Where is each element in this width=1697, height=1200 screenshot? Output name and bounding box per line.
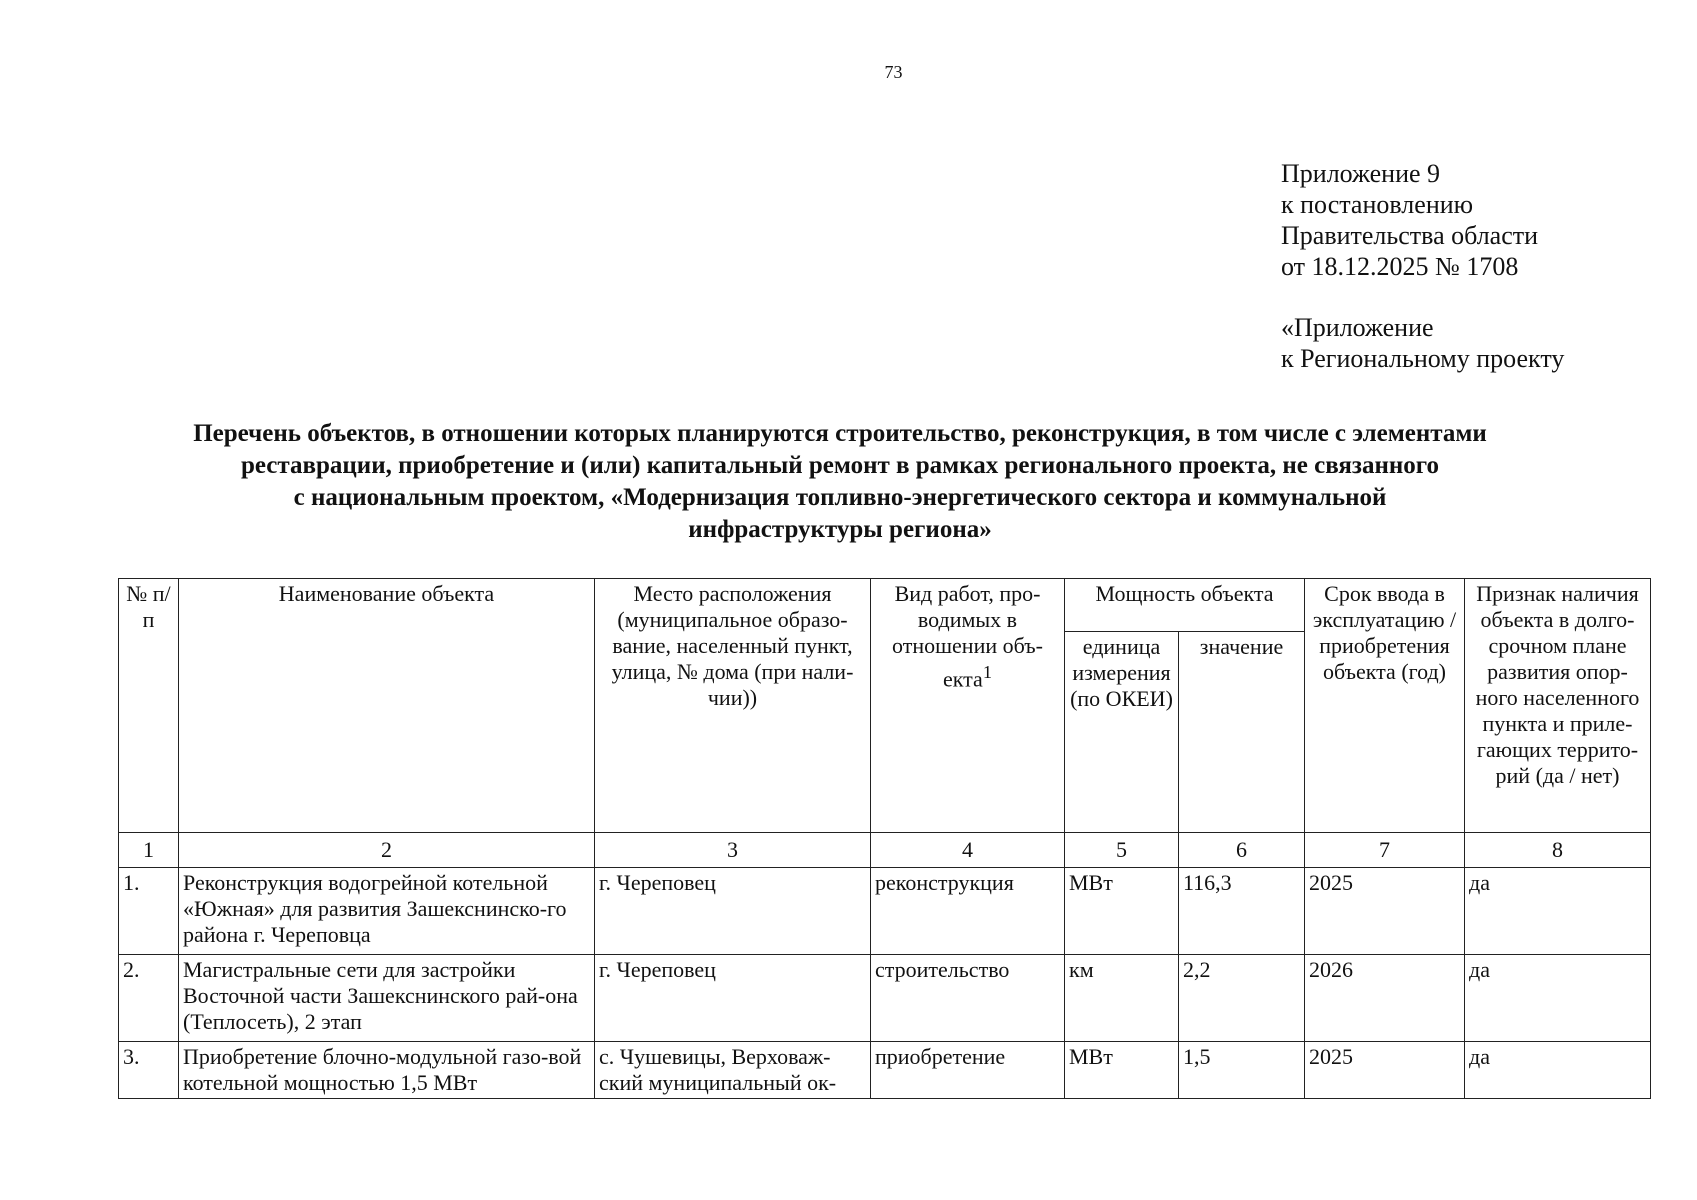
header-name: Наименование объекта: [179, 579, 595, 833]
column-number: 5: [1065, 833, 1179, 868]
header-unit: единица измерения (по ОКЕИ): [1065, 632, 1179, 833]
cell-work-type: строительство: [871, 955, 1065, 1042]
column-number: 2: [179, 833, 595, 868]
cell-work-type: реконструкция: [871, 868, 1065, 955]
header-work-type-text: Вид работ, про-водимых в отношении объ-екта: [892, 581, 1043, 692]
title-line: Перечень объектов, в отношении которых планируются строительство, реконструкция, в том числе с элементами: [193, 420, 1487, 447]
header-capacity: Мощность объекта: [1065, 579, 1305, 632]
appendix-line: от 18.12.2025 № 1708: [1281, 252, 1519, 281]
footnote-marker: 1: [982, 662, 992, 682]
cell-deadline: 2025: [1305, 868, 1465, 955]
cell-name: Реконструкция водогрейной котельной «Южная» для развития Зашекснинско-го района г. Череповца: [179, 868, 595, 955]
cell-location: с. Чушевицы, Верховаж-ский муниципальный ок-: [595, 1042, 871, 1099]
appendix-line: Приложение 9: [1281, 159, 1441, 188]
column-number: 4: [871, 833, 1065, 868]
cell-value: 2,2: [1179, 955, 1305, 1042]
cell-flag: да: [1465, 868, 1651, 955]
cell-deadline: 2026: [1305, 955, 1465, 1042]
appendix-line: к постановлению: [1281, 190, 1474, 219]
table-row: [119, 868, 1651, 955]
appendix-line: к Региональному проекту: [1281, 344, 1565, 373]
cell-num: 1.: [119, 868, 179, 955]
cell-value: 1,5: [1179, 1042, 1305, 1099]
cell-flag: да: [1465, 955, 1651, 1042]
column-number: 3: [595, 833, 871, 868]
cell-value: 116,3: [1179, 868, 1305, 955]
cell-unit: км: [1065, 955, 1179, 1042]
title-line: инфраструктуры региона»: [688, 516, 992, 543]
table-row: [119, 955, 1651, 1042]
header-num: № п/п: [119, 579, 179, 833]
cell-name: Магистральные сети для застройки Восточной части Зашекснинского рай-она (Теплосеть), 2 этап: [179, 955, 595, 1042]
cell-deadline: 2025: [1305, 1042, 1465, 1099]
cell-flag: да: [1465, 1042, 1651, 1099]
document-title: [150, 418, 1530, 546]
cell-num: 3.: [119, 1042, 179, 1099]
column-number: 7: [1305, 833, 1465, 868]
column-number-row: [119, 833, 1651, 868]
title-line: реставрации, приобретение и (или) капитальный ремонт в рамках регионального проекта, не связанного: [241, 452, 1439, 479]
appendix-block: [1281, 158, 1564, 374]
header-value: значение: [1179, 632, 1305, 833]
cell-work-type: приобретение: [871, 1042, 1065, 1099]
objects-table: [118, 578, 1651, 1099]
table-header-row: [119, 579, 1651, 632]
title-line: с национальным проектом, «Модернизация топливно-энергетического сектора и коммунальной: [293, 484, 1387, 511]
column-number: 6: [1179, 833, 1305, 868]
table-row: [119, 1042, 1651, 1099]
header-location: Место расположения (муниципальное образо-вание, населенный пункт, улица, № дома (при нали-чии)): [595, 579, 871, 833]
cell-location: г. Череповец: [595, 868, 871, 955]
appendix-line: Правительства области: [1281, 221, 1539, 250]
cell-unit: МВт: [1065, 868, 1179, 955]
column-number: 8: [1465, 833, 1651, 868]
column-number: 1: [119, 833, 179, 868]
cell-num: 2.: [119, 955, 179, 1042]
appendix-line: «Приложение: [1281, 313, 1434, 342]
header-flag: Признак наличия объекта в долго-срочном плане развития опор-ного населенного пункта и приле-гающих террито-рий (да / нет): [1465, 579, 1651, 833]
cell-name: Приобретение блочно-модульной газо-вой котельной мощностью 1,5 МВт: [179, 1042, 595, 1099]
appendix-spacer: [1281, 282, 1564, 312]
header-deadline: Срок ввода в эксплуатацию /приобретения объекта (год): [1305, 579, 1465, 833]
cell-unit: МВт: [1065, 1042, 1179, 1099]
cell-location: г. Череповец: [595, 955, 871, 1042]
header-work-type: [871, 579, 1065, 833]
page-number: 73: [884, 62, 903, 82]
